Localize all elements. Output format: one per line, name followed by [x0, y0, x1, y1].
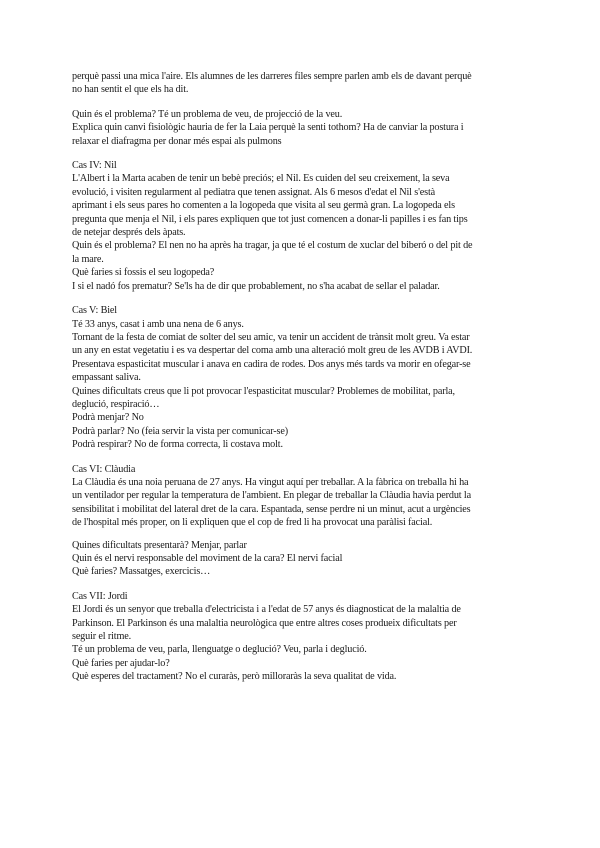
case3-question: relaxar el diafragma per donar més espai als pulmons: [72, 135, 282, 147]
case7-line: Parkinson. El Parkinson és una malaltia neurològica que entre altres coses produeix dificultats per: [72, 617, 457, 629]
case4-line: L'Albert i la Marta acaben de tenir un bebè preciós; el Nil. Es cuiden del seu creixement, la seva: [72, 173, 450, 185]
case5-line: Té 33 anys, casat i amb una nena de 6 anys.: [72, 318, 244, 330]
case5-line: empassant saliva.: [72, 372, 141, 384]
case4-line: aprimant i els seus pares ho comenten a la logopeda que visita al seu germà gran. La logopeda els: [72, 200, 455, 212]
case4-line: Quin és el problema? El nen no ha après ha tragar, ja que té el costum de xuclar del biberó o del pit de: [72, 240, 473, 252]
case6-line: La Clàudia és una noia peruana de 27 anys. Ha vingut aquí per treballar. A la fàbrica on treballa hi ha: [72, 476, 469, 488]
case7-heading: Cas VII: Jordi: [72, 590, 128, 602]
case6-question: Quines dificultats presentarà? Menjar, parlar: [72, 539, 247, 551]
intro-line: no han sentit el que els ha dit.: [72, 84, 189, 96]
case4-line: pregunta que menja el Nil, i els pares expliquen que tot just comencen a donar-li papilles i es fan tips: [72, 213, 468, 225]
document-body: [72, 70, 530, 684]
case5-line: Tornant de la festa de comiat de solter del seu amic, va tenir un accident de trànsit molt greu. Va estar: [72, 331, 470, 343]
case3-question: Explica quin canvi fisiològic hauria de fer la Laia perquè la senti tothom? Ha de canviar la postura i: [72, 122, 464, 134]
case4-line: evolució, i visiten regularment al pediatra que tenen assignat. Als 6 mesos d'edat el Nil s'està: [72, 186, 435, 198]
intro-line: perquè passi una mica l'aire. Els alumnes de les darreres files sempre parlen amb els de davant perquè: [72, 71, 472, 82]
case4-heading: Cas IV: Nil: [72, 160, 117, 172]
case4-line: de netejar després dels àpats.: [72, 227, 186, 239]
case5-line: Presentava espasticitat muscular i anava en cadira de rodes. Dos anys més tards va morir en ofegar-se: [72, 358, 471, 370]
case5-line: Quines dificultats creus que li pot provocar l'espasticitat muscular? Problemes de mobilitat, parla,: [72, 385, 455, 397]
case4-line: la mare.: [72, 253, 104, 265]
case7-line: Què faries per ajudar-lo?: [72, 657, 170, 669]
case6-heading: Cas VI: Clàudia: [72, 463, 136, 475]
case3-question: Quin és el problema? Té un problema de veu, de projecció de la veu.: [72, 108, 343, 120]
case6-question: Què faries? Massatges, exercicis…: [72, 566, 211, 578]
case7-line: El Jordi és un senyor que treballa d'electricista i a l'edat de 57 anys és diagnosticat de la malaltia de: [72, 604, 461, 616]
case4-line: I si el nadó fos prematur? Se'ls ha de dir que probablement, no s'ha acabat de sellar el paladar.: [72, 280, 440, 292]
case6-question: Quin és el nervi responsable del moviment de la cara? El nervi facial: [72, 553, 343, 564]
case5-line: Podrà menjar? No: [72, 412, 144, 424]
case4-line: Què faries si fossis el seu logopeda?: [72, 267, 215, 279]
case5-line: Podrà parlar? No (feia servir la vista per comunicar-se): [72, 425, 288, 437]
case5-line: un any en estat vegetatiu i es va despertar del coma amb una alteració molt greu de les AVDB i AVDI.: [72, 345, 473, 357]
case7-line: seguir el ritme.: [72, 631, 131, 643]
case6-line: de l'hospital més proper, on li expliquen que el cop de fred li ha provocat una paràlisi facial.: [72, 517, 433, 529]
case6-line: un ventilador per regular la temperatura de l'ambient. En plegar de treballar la Clàudia havia perdut la: [72, 490, 471, 502]
case6-line: sensibilitat i mobilitat del lateral dret de la cara. Espantada, sense perdre ni un minut, acut a urgències: [72, 503, 471, 515]
case5-heading: Cas V: Biel: [72, 305, 117, 317]
case5-line: deglució, respiració…: [72, 398, 160, 410]
case5-line: Podrà respirar? No de forma correcta, li costava molt.: [72, 439, 283, 451]
case7-line: Què esperes del tractament? No el curaràs, però milloraràs la seva qualitat de vida.: [72, 671, 397, 683]
case7-line: Té un problema de veu, parla, llenguatge o deglució? Veu, parla i deglució.: [72, 644, 367, 656]
